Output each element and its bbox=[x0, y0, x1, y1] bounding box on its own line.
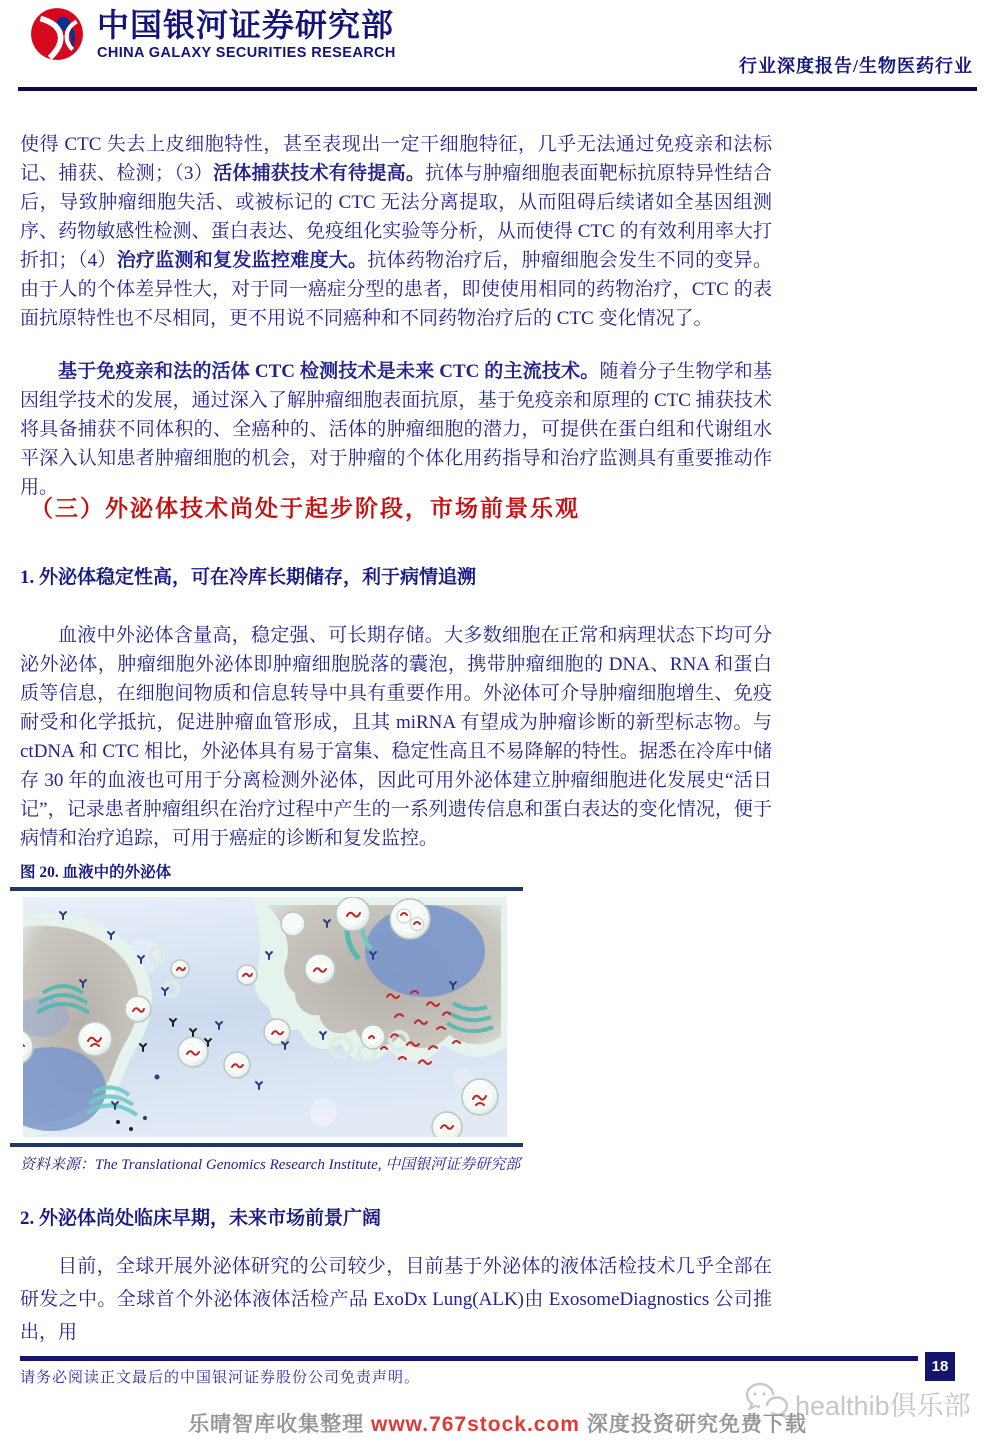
logo-text-block bbox=[97, 7, 396, 61]
watermark-bottom-left: 乐晴智库收集整理 bbox=[188, 1413, 372, 1436]
logo-title: 中国银河证券研究部 bbox=[97, 7, 395, 43]
subheading-exosome-stability: 1. 外泌体稳定性高，可在冷库长期储存，利于病情追溯 bbox=[20, 567, 477, 588]
figure-rule-bottom bbox=[10, 1143, 523, 1147]
subheading-exosome-clinical: 2. 外泌体尚处临床早期，未来市场前景广阔 bbox=[20, 1208, 382, 1229]
galaxy-securities-logo-icon bbox=[26, 6, 88, 67]
footer-disclaimer: 请务必阅读正文最后的中国银河证券股份公司免责声明。 bbox=[20, 1370, 421, 1386]
watermark-bottom-url: www.767stock.com bbox=[371, 1413, 580, 1436]
paragraph-exosome-clinical: 目前，全球开展外泌体研究的公司较少，目前基于外泌体的液体活检技术几乎全部在研发之中。全球首个外泌体液体活检产品 ExoDx Lung(ALK)由 ExosomeDiagnostics 公司推出，用 bbox=[20, 1256, 772, 1343]
paragraph-ctc-limitations: 使得 CTC 失去上皮细胞特性，甚至表现出一定干细胞特征，几乎无法通过免疫亲和法标记、捕获、检测；（3）活体捕获技术有待提高。抗体与肿瘤细胞表面靶标抗原特异性结合后，导致肿瘤细胞失活、或被标记的 CTC 无法分离提取，从而阻碍后续诸如全基因组测序、药物敏感性检测、蛋白表达、免疫组化实验等分析，从而使得 CTC 的有效利用率大打折扣；（4）治疗监测和复发监控难度大。抗体药物治疗后，肿瘤细胞会发生不同的变异。由于人的个体差异性大，对于同一癌症分型的患者，即使使用相同的药物治疗，CTC 的表面抗原特性也不尽相同，更不用说不同癌种和不同药物治疗后的 CTC 变化情况了。 bbox=[20, 134, 772, 329]
watermark-healthib-text: healthib俱乐部 bbox=[795, 1391, 971, 1421]
figure-caption: 图 20. 血液中的外泌体 bbox=[20, 864, 172, 881]
page-number-badge: 18 bbox=[925, 1352, 955, 1381]
watermark-bottom-line bbox=[0, 1408, 995, 1438]
watermark-bottom-right: 深度投资研究免费下载 bbox=[579, 1413, 807, 1436]
exosome-figure-image bbox=[23, 897, 507, 1137]
logo-subtitle: CHINA GALAXY SECURITIES RESEARCH bbox=[97, 45, 396, 61]
report-type-label: 行业深度报告/生物医药行业 bbox=[739, 56, 973, 76]
footer-rule bbox=[20, 1356, 918, 1361]
header-rule bbox=[18, 87, 977, 91]
paragraph-ctc-mainstream: 基于免疫亲和法的活体 CTC 检测技术是未来 CTC 的主流技术。随着分子生物学和基因组学技术的发展，通过深入了解肿瘤细胞表面抗原，基于免疫亲和原理的 CTC 捕获技术将具备捕获不同体积的、全癌种的、活体的肿瘤细胞的潜力，可提供在蛋白组和代谢组水平深入认知患者肿瘤细胞的机会，对于肿瘤的个体化用药指导和治疗监测具有重要推动作用。 bbox=[20, 361, 772, 498]
paragraph-exosome-stability: 血液中外泌体含量高，稳定强、可长期存储。大多数细胞在正常和病理状态下均可分泌外泌体，肿瘤细胞外泌体即肿瘤细胞脱落的囊泡，携带肿瘤细胞的 DNA、RNA 和蛋白质等信息，在细胞间物质和信息转导中具有重要作用。外泌体可介导肿瘤细胞增生、免疫耐受和化学抵抗，促进肿瘤血管形成，且其 miRNA 有望成为肿瘤诊断的新型标志物。与 ctDNA 和 CTC 相比，外泌体具有易于富集、稳定性高且不易降解的特性。据悉在冷库中储存 30 年的血液也可用于分离检测外泌体，因此可用外泌体建立肿瘤细胞进化发展史“活日记”，记录患者肿瘤组织在治疗过程中产生的一系列遗传信息和蛋白表达的变化情况，便于病情和治疗追踪，可用于癌症的诊断和复发监控。 bbox=[20, 625, 772, 849]
section-heading-exosome: （三）外泌体技术尚处于起步阶段，市场前景乐观 bbox=[30, 496, 580, 521]
figure-source: 资料来源：The Translational Genomics Research Institute, 中国银河证券研究部 bbox=[20, 1157, 521, 1173]
figure-rule-top bbox=[10, 887, 523, 891]
